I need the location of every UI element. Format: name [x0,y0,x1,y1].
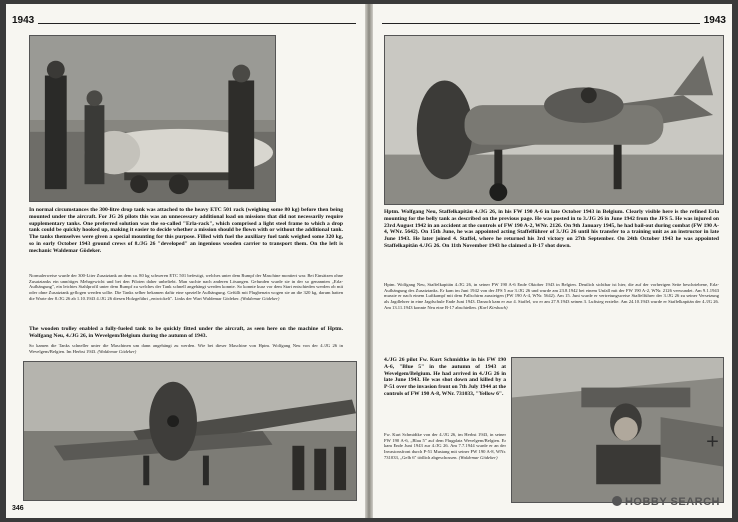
right-caption2-de [384,432,506,461]
book-spine [365,4,373,518]
photo-fw190-neu-wevelgem [23,361,357,501]
right-caption1-credit: (Karl Kirsbach) [478,304,508,310]
right-header-rule [382,23,700,24]
right-page-year: 1943 [703,15,726,26]
right-caption2-de-text: Fw. Kurt Schmidtke von der 4./JG 26, im Herbst 1943, in seiner FW 190 A-6, „Blau 5" auf dem Flugplatz Wevelgem/Belgien. Er kam Ende Juni 1943 zur 4./JG 26. Am 7.7.1944 wurde er an der Invasionsfront durch P-51 Mustang mit seiner FW 190 A-8, WNr. 731033, „Gelb 6" tödlich abgeschossen. [384,432,506,460]
photo-fw190-a6-neu-cockpit [384,35,724,205]
left-page-year: 1943 [12,15,35,26]
watermark-text: HOBBY SEARCH [624,496,720,508]
left-caption2-de-text: So kamen die Tanks schneller unter die Maschinen um dann angehängt zu werden. Wie bei dieser Maschine von Hptm. Wolfgang Neu von der 4./JG 26 in Wevelgem/Belgien. Im Herbst 1943. [29,343,343,354]
photo-drop-tank-trolley [29,35,276,202]
left-header-rule [38,23,356,24]
right-page [373,4,732,518]
left-page [6,4,365,518]
hobby-search-watermark [612,496,720,508]
left-caption1-de-text: Normalerweise wurde der 300-Liter Zusatztank an dem ca. 80 kg schweren ETC 501 befestigt, welches unter dem Rumpf der Maschine montiert war. Bei Einsätzen ohne Zusatztanks ein unnötiges Mehrgewicht und bei den Piloten daher unbeliebt. Man suchte nach anderen Lösungen. Gefunden wurde sie in der so genannten „Erla-Aufhängung", ein leichtes Stahlprofil unter dem Rumpf zu welches der Tank schnell angehängt werden konnte. So konnte kurz vor dem Start entschieden werden ob mit oder ohne Zusatztank geflogen werden sollte. Die Tanks selber bekamen dafür eine spezielle Aufhängung. Gefüllt mit Flugbenzin wogen sie an die 320 kg, darum hatten die Warte der 8./JG 26 ab 1.10.1943 4./JG 26 diesen Holzgefährt „entwickelt". Links der Wart Waldemar Gödeker. [29,273,343,301]
hobby-search-logo-icon [612,496,622,506]
left-caption1-en: In normal circumstances the 300-litre drop tank was attached to the heavy ETC 501 rack (weighing some 80 kg) before then being mounted under the aircraft. For JG 26 pilots this was an unnecessary additional load on missions that did not necessarily require supplementary tanks. One preferred solution was the so-called "Erla-rack", which comprised a light steel frame to which a drop tank could be quickly hooked up, making it easier to decide whether a mission should be flown with or without the additional tank. The tanks themselves were given a special mounting for this purpose. Filled with fuel the auxiliary fuel tank weighed some 320 kg, so in early October 1943 ground crews of 8./JG 26 "developed" an ingenious wooden carrier to transport them. On the left is mechanic Waldemar Gödeker. [29,207,343,254]
right-caption2-en: 4./JG 26 pilot Fw. Kurt Schmidtke in his FW 190 A-6, "Blue 5" in the autumn of 1943 at Wevelgem/Belgium. He had arrived in 4./JG 26 in late June 1943. He was shot down and killed by a P-51 over the invasion front on 7th July 1944 at the controls of FW 190 A-8, WNr. 731033, "Yellow 6". [384,357,506,397]
left-caption1-credit: (Waldemar Gödeker) [240,295,280,301]
left-caption1-de [29,273,343,302]
right-caption1-de-text: Hptm. Wolfgang Neu, Staffelkapitän 4./JG 26, in seiner FW 190 A-6 Ende Oktober 1943 in Belgien. Deutlich sichtbar ist hier, die auf der vorherigen Seite beschriebene, Erla-Aufhängung des Zusatztanks. Er kam im Juni 1942 von der JFS 5 zur 3./JG 26 und wurde am 23.8.1942 bei einem Unfall mit der FW 190 A-2, WNr. 2126 verwundet. Am 9.1.1943 musste er nach einem Luftkampf mit dem Fallschirm aussteigen (FW 190 A-4, WNr. 5642). Am 15. Juni wurde er vertretungsweise Staffelführer der 3./JG 26 zu seiner Versetzung als Jagdlehrer in eine Jagdschule Ende Juni 1943. Danach kam er zur 4. Staffel, wo er am 27.9.1943 seinen 3. Luftsieg erzielte. Am 24.10.1943 wurde er Staffelkapitän der 4./JG 26. Am 13.11.1943 konnte Neu eine B-17 abschießen. [384,282,719,310]
left-caption2-en: The wooden trolley enabled a fully-fueled tank to be quickly fitted under the aircraft, as seen here on the machine of Hptm. Wolfgang Neu, 4./JG 26, in Wevelgem/Belgium during the autumn of 1943. [29,326,343,339]
photo-schmidtke-cockpit [511,357,724,503]
right-caption1-en: Hptm. Wolfgang Neu, Staffelkapitän 4./JG 26, in his FW 190 A-6 in late October 1943 in Belgium. Clearly visible here is the refined Erla mounting for the belly tank as described on the previous page. He was posted in to 3./JG 26 in June 1942 from the JFS 5. He was injured on 23rd August 1942 in an accident at the controls of FW 190 A-2, WNr. 2126. On 9th January 1945, he had bail-out during combat (FW 190 A-4, WNr. 5642). On 15th June, he was appointed acting Staffelführer of 3./JG 26 until his transfer to a training unit as an instructor in late June 1943. He later joined 4. Staffel, where he returned his 3rd victory on 27th September. On 24th October 1943 he was appointed Staffelkapitän 4./JG 26. On 11th November 1943 he claimed a B-17 shot down. [384,209,719,249]
left-caption2-credit: (Waldemar Gödeker) [97,348,137,354]
left-page-number: 346 [12,505,24,512]
right-caption2-credit: (Waldemar Gödeker) [458,454,498,460]
svg-text:+: + [706,428,719,454]
left-caption2-de [29,343,343,354]
right-caption1-de [384,282,719,311]
